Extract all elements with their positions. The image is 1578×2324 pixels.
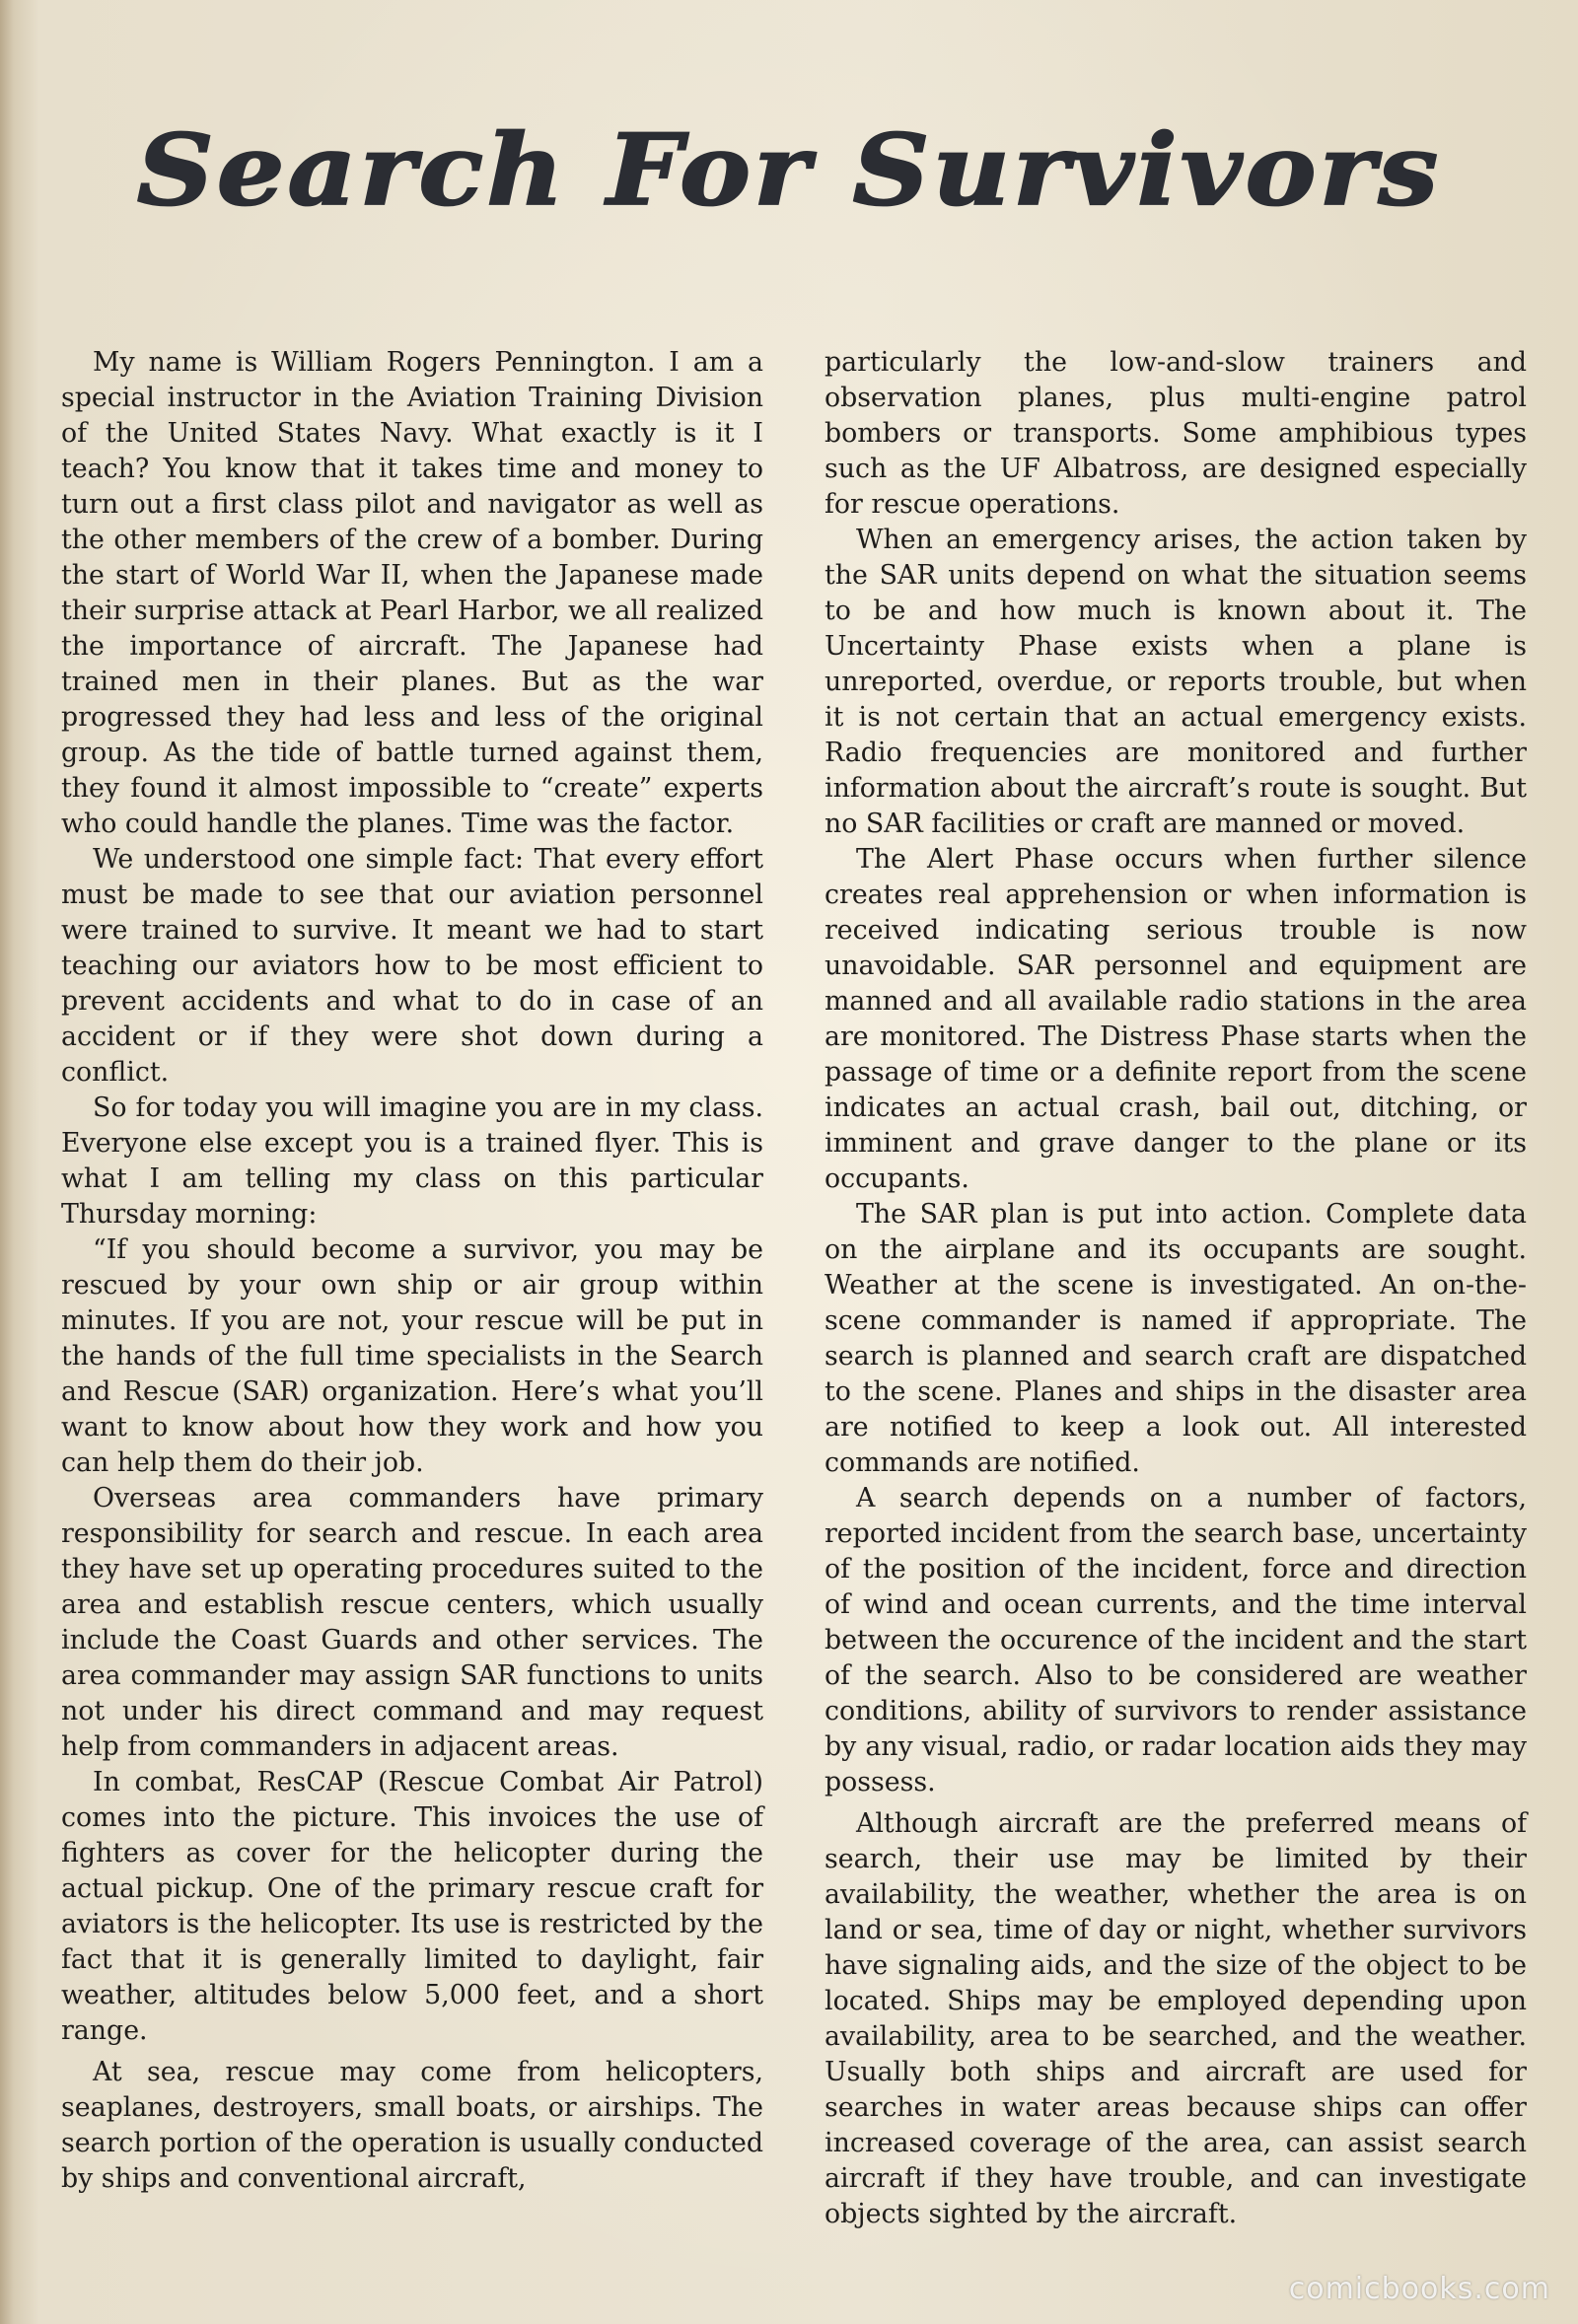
paragraph: In combat, ResCAP (Rescue Combat Air Patrol) comes into the picture. This invoices the use of fighters as cover for the helicopter during the actual pickup. One of the primary rescue craft for aviators is the helicopter. Its use is restricted by the fact that it is generally limited to daylight, fair weather, altitudes below 5,000 feet, and a short range.: [61, 1767, 763, 2046]
paragraph: At sea, rescue may come from helicopters, seaplanes, destroyers, small boats, or airships. The search portion of the operation is usually conducted by ships and conventional aircraft,: [61, 2057, 763, 2194]
title-block: [0, 108, 1578, 233]
left-column: [61, 345, 763, 2197]
page-title: Search For Survivors: [136, 113, 1442, 228]
paragraph: The Alert Phase occurs when further silence creates real apprehension or when information is received indicating serious trouble is now unavoidable. SAR personnel and equipment are manned and all available radio stations in the area are monitored. The Distress Phase starts when the passage of time or a definite report from the scene indicates an actual crash, bail out, ditching, or imminent and grave danger to the plane or its occupants.: [825, 844, 1527, 1194]
paragraph: Although aircraft are the preferred means of search, their use may be limited by their availability, the weather, whether the area is on land or sea, time of day or night, whether survivors have signaling aids, and the size of the object to be located. Ships may be employed depending upon availability, area to be searched, and the weather. Usually both ships and aircraft are used for searches in water areas because ships can offer increased coverage of the area, can assist search aircraft if they have trouble, and can investigate objects sighted by the aircraft.: [825, 1808, 1527, 2229]
paragraph: We understood one simple fact: That every effort must be made to see that our aviation personnel were trained to survive. It meant we had to start teaching our aviators how to be most efficient to prevent accidents and what to do in case of an accident or if they were shot down during a conflict.: [61, 844, 763, 1088]
paragraph: Overseas area commanders have primary responsibility for search and rescue. In each area they have set up operating procedures suited to the area and establish rescue centers, which usually include the Coast Guards and other services. The area commander may assign SAR functions to units not under his direct command and may request help from commanders in adjacent areas.: [61, 1483, 763, 1762]
paragraph: The SAR plan is put into action. Complete data on the airplane and its occupants are sought. Weather at the scene is investigated. An on-the-scene commander is named if appropriate. The search is planned and search craft are dispatched to the scene. Planes and ships in the disaster area are notified to keep a look out. All interested commands are notified.: [825, 1199, 1527, 1478]
paragraph: “If you should become a survivor, you may be rescued by your own ship or air group within minutes. If you are not, your rescue will be put in the hands of the full time specialists in the Search and Rescue (SAR) organization. Here’s what you’ll want to know about how they work and how you can help them do their job.: [61, 1234, 763, 1478]
right-column: [825, 345, 1527, 2232]
paragraph: When an emergency arises, the action taken by the SAR units depend on what the situation seems to be and how much is known about it. The Uncertainty Phase exists when a plane is unreported, overdue, or reports trouble, but when it is not certain that an actual emergency exists. Radio frequencies are monitored and further information about the aircraft’s route is sought. But no SAR facilities or craft are manned or moved.: [825, 525, 1527, 839]
site-watermark: comicbooks.com: [1288, 2272, 1550, 2306]
paragraph: A search depends on a number of factors, reported incident from the search base, uncertainty of the position of the incident, force and direction of wind and ocean currents, and the time interval between the occurence of the incident and the start of the search. Also to be considered are weather conditions, ability of survivors to render assistance by any visual, radio, or radar location aids they may possess.: [825, 1483, 1527, 1797]
paragraph: My name is William Rogers Pennington. I am a special instructor in the Aviation Training Division of the United States Navy. What exactly is it I teach? You know that it takes time and money to turn out a first class pilot and navigator as well as the other members of the crew of a bomber. During the start of World War II, when the Japanese made their surprise attack at Pearl Harbor, we all realized the importance of aircraft. The Japanese had trained men in their planes. But as the war progressed they had less and less of the original group. As the tide of battle turned against them, they found it almost impossible to “create” experts who could handle the planes. Time was the factor.: [61, 347, 763, 839]
paragraph: So for today you will imagine you are in my class. Everyone else except you is a trained flyer. This is what I am telling my class on this particular Thursday morning:: [61, 1092, 763, 1230]
paragraph: particularly the low-and-slow trainers and observation planes, plus multi-engine patrol bombers or transports. Some amphibious types such as the UF Albatross, are designed especially for rescue operations.: [825, 347, 1527, 520]
